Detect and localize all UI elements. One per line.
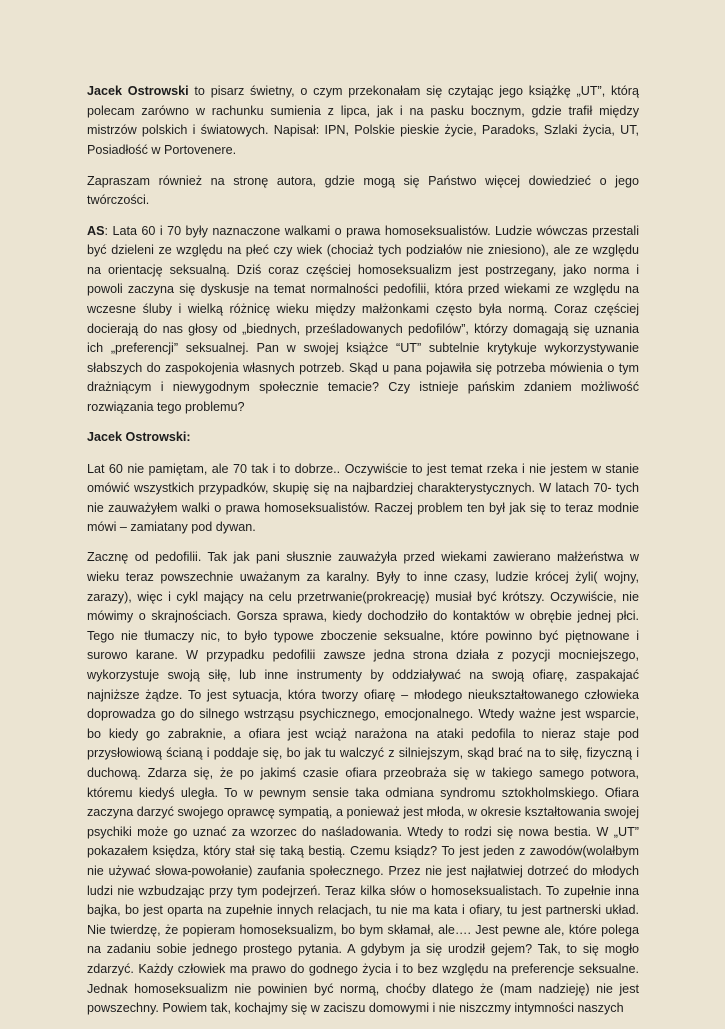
document-page <box>87 82 639 1029</box>
invitation-paragraph <box>87 172 639 211</box>
answer-paragraph-1: Lat 60 nie pamiętam, ale 70 tak i to dobrze.. Oczywiście to jest temat rzeka i nie jestem w stanie omówić wszystkich przypadków, skupię się na najbardziej charakterystycznych. W latach 70- tych nie zauważyłem walki o prawa homoseksualistów. Raczej problem ten był jak się to teraz modnie mówi – zamiatany pod dywan. <box>87 461 639 535</box>
question-text: : Lata 60 i 70 były naznaczone walkami o prawa homoseksualistów. Ludzie wówczas przestali być dzieleni ze względu na płeć czy wiek (chociaż tych podziałów nie zniesiono), ale ze względu na orientację seksualną. Dziś coraz częściej homoseksualizm jest postrzegany, jako norma i powoli zaczyna się dyskusje na temat normalności pedofilii, która przed wiekami ze względu na wczesne śluby i wielką różnicę wieku między małżonkami często była normą. Coraz częściej docierają do nas głosy od „biednych, prześladowanych pedofilów”, którzy domagają się uznania ich „preferencji” seksualnej. Pan w swojej książce “UT” subtelnie krytykuje wykorzystywanie słabszych do zaspokojenia własnych potrzeb. Skąd u pana pojawiła się potrzeba mówienia o tym drażniącym i niewygodnym społecznie temacie? Czy istnieje pańskim zdaniem możliwość rozwiązania tego problemu? <box>87 223 639 414</box>
intro-text: to pisarz świetny, o czym przekonałam się czytając jego książkę „UT”, którą polecam zarówno w rachunku sumienia z lipca, jak i na pasku bocznym, gdzie trafił między mistrzów polskich i światowych. Napisał: IPN, Polskie pieskie życie, Paradoks, Szlaki życia, UT, Posiadłość w Portovenere. <box>87 84 639 157</box>
answer-paragraph-2: Zacznę od pedofilii. Tak jak pani słusznie zauważyła przed wiekami zawierano małżeństwa w wieku teraz powszechnie uważanym za karalny. Były to inne czasy, ludzie krócej żyli( wojny, zarazy), więc i cykl mający na celu przetrwanie(prokreację) musiał być krótszy. Oczywiście, nie mówimy o skrajnościach. Gorsza sprawa, kiedy dochodziło do kontaktów w obrębie jednej płci. Tego nie tłumaczy nic, to było typowe zboczenie seksualne, które powinno być piętnowane i surowo karane. W przypadku pedofilii zawsze jedna strona działa z pozycji mocniejszego, wykorzystuje swoją siłę, lub inne instrumenty by oddziaływać na swoją ofiarę, zaspakajać najniższe żądze. To jest sytuacja, która tworzy ofiarę – młodego nieukształtowanego człowieka doprowadza go do silnego wstrząsu psychicznego, emocjonalnego. Wtedy ważne jest wsparcie, bo kiedy go zabraknie, a ofiara jest wciąż narażona na ataki pedofila to nieraz staje pod przysłowiową ścianą i poddaje się, bo jak tu walczyć z silniejszym, skąd brać na to siłę, fizyczną i duchową. Zdarza się, że po jakimś czasie ofiara przeobraża się w takiego samego potwora, któremu kiedyś uległa. To w pewnym sensie taka odmiana syndromu sztokholmskiego. Ofiara zaczyna darzyć swojego oprawcę sympatią, a ponieważ jest młoda, w okresie kształtowania swojej psychiki może go uznać za wzorzec do naśladowania. Wtedy to rodzi się nowa bestia. W „UT” pokazałem księdza, który stał się taką bestią. Czemu ksiądz? To jest jeden z zawodów(wolałbym nie używać słowa-powołanie) zaufania społecznego. Przez nie jest najłatwiej dotrzeć do młodych ludzi nie wzbudzając przy tym podejrzeń. Teraz kilka słów o homoseksualistach. To zupełnie inna bajka, bo jest oparta na zupełnie innych relacjach, tu nie ma kata i ofiary, tu jest partnerski układ. Nie twierdzę, że popieram homoseksualizm, bo bym skłamał, ale…. Jest pewne ale, które polega na zadaniu sobie jednego prostego pytania. A gdybym ja się urodził gejem? Tak, to się mogło zdarzyć. Każdy człowiek ma prawo do godnego życia i to bez względu na preferencje seksualne. Jednak homoseksualizm nie powinien być normą, choćby dlatego że (mam nadzieję) nie jest powszechny. Powiem tak, kochajmy się w zaciszu domowymi i nie niszczmy intymności naszych <box>87 550 639 1016</box>
speaker-heading: Jacek Ostrowski: <box>87 430 191 444</box>
author-intro-paragraph <box>87 82 639 160</box>
author-name: Jacek Ostrowski <box>87 84 189 98</box>
question-paragraph <box>87 222 639 418</box>
interviewer-initials: AS <box>87 223 105 238</box>
invitation-text: Zapraszam również na stronę autora, gdzie mogą się Państwo więcej dowiedzieć o jego twórczości. <box>87 173 639 208</box>
